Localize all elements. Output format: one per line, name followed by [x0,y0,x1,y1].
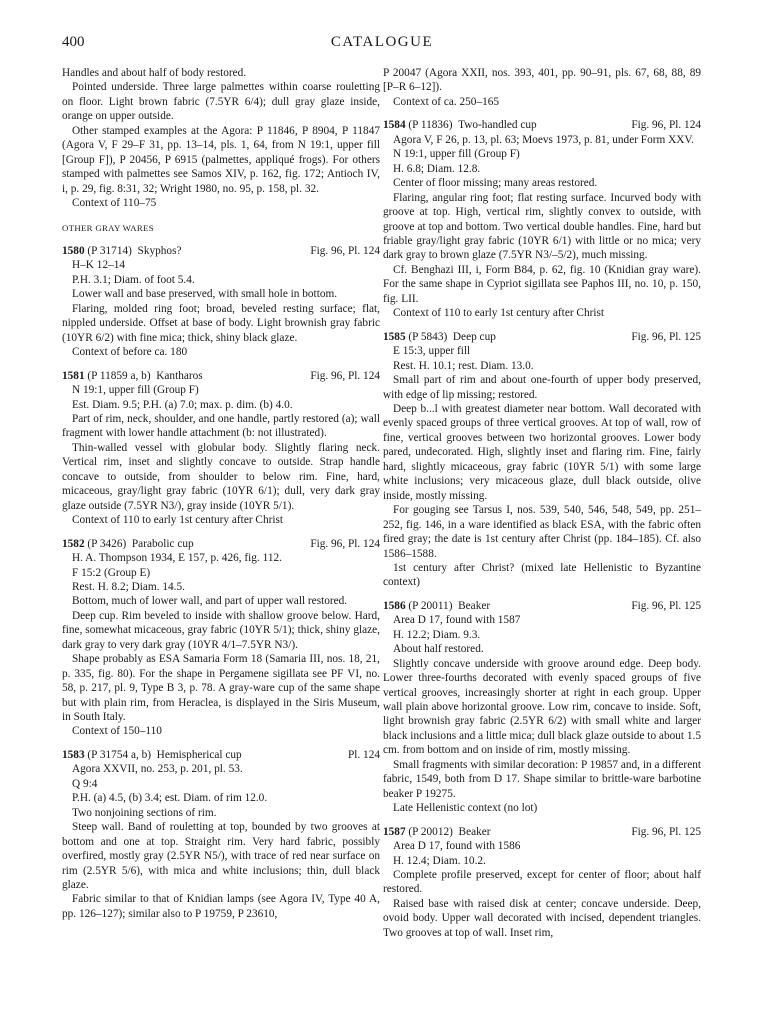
entry-title [383,599,490,613]
figure-plate-reference: Fig. 96, Pl. 125 [631,330,701,343]
entry-number: 1583 [62,748,85,761]
catalogue-paragraph: Other stamped examples at the Agora: P 11846, P 8904, P 11847 (Agora V, F 29–F 31, pp. 13–14, pls. 1, 64, from N 19:1, upper fill [Group F]), P 20456, P 6915 (palmettes, appliqué frogs). For others stamped with palmettes see Samos XIV, p. 162, fig. 172; Antioch IV, i, p. 29, fig. 8:31, 32; Wright 1980, no. 95, p. 158, pl. 32. [62,124,380,195]
vessel-name: Hemispherical cup [156,748,242,761]
catalogue-paragraph: Context of 150–110 [72,725,162,738]
figure-plate-reference: Fig. 96, Pl. 124 [310,537,380,550]
entry-title [62,748,242,762]
catalogue-paragraph: Small fragments with similar decoration: P 19857 and, in a different fabric, 1549, both from D 17. Shape similar to brittle-ware barbotine beaker P 19275. [383,758,701,800]
catalogue-paragraph: H. A. Thompson 1934, E 157, p. 426, fig. 112. [72,552,282,565]
catalogue-entry-heading [383,599,701,613]
entry-number: 1587 [383,825,406,838]
entry-title [62,369,203,383]
inventory-number: (P 3426) [87,537,127,550]
inventory-number: (P 31714) [87,244,132,257]
inventory-number: (P 31754 a, b) [87,748,152,761]
catalogue-entry-heading [62,369,380,383]
catalogue-paragraph: Bottom, much of lower wall, and part of upper wall restored. [72,595,348,608]
inventory-number: (P 5843) [408,330,448,343]
entry-title [62,537,194,551]
catalogue-paragraph: N 19:1, upper fill (Group F) [72,384,199,397]
entry-number: 1582 [62,537,85,550]
catalogue-paragraph: Cf. Benghazi III, i, Form B84, p. 62, fig. 10 (Knidian gray ware). For the same shape in Cypriot sigillata see Paphos III, no. 10, p. 150, fig. LII. [383,263,701,305]
catalogue-paragraph: Lower wall and base preserved, with small hole in bottom. [72,288,338,301]
catalogue-paragraph: Shape probably as ESA Samaria Form 18 (Samaria III, nos. 18, 21, p. 335, fig. 80). For the shape in Pergamene sigillata see PF VI, no. 58, p. 217, pl. 9, Type B 3, p. 78. A gray-ware cup of the same shape but with plain rim, from Heraclea, is displayed in the Siris Museum, in South Italy. [62,653,380,724]
page-number: 400 [62,34,85,50]
catalogue-paragraph: P.H. 3.1; Diam. of foot 5.4. [72,273,195,286]
catalogue-paragraph: Two nonjoining sections of rim. [72,806,217,819]
catalogue-paragraph: Center of floor missing; many areas restored. [393,177,598,190]
entry-title [383,330,496,344]
catalogue-paragraph: Est. Diam. 9.5; P.H. (a) 7.0; max. p. dim. (b) 4.0. [72,398,293,411]
entry-title [62,244,181,258]
catalogue-entry-heading [383,825,701,839]
catalogue-entry-heading [62,537,380,551]
catalogue-paragraph: For gouging see Tarsus I, nos. 539, 540, 546, 548, 549, pp. 251–252, fig. 146, in a ware identified as black ESA, with the fabric often fired gray; the date is 1st century after Christ (pp. 184–185). Cf. also 1586–1588. [383,504,701,560]
figure-plate-reference: Fig. 96, Pl. 125 [631,825,701,838]
entry-title [383,118,537,132]
entry-number: 1584 [383,119,406,132]
inventory-number: (P 11859 a, b) [87,369,151,382]
catalogue-paragraph: H–K 12–14 [72,259,126,272]
catalogue-paragraph: Steep wall. Band of rouletting at top, bounded by two grooves at bottom and one at top. Straight rim. Very hard fabric, possibly overfired, mostly gray (2.5YR N5/), with trace of red near surface on rim (2.5YR 5/6), with mica and white inclusions; thin, dull black glaze. [62,821,380,892]
catalogue-paragraph: E 15:3, upper fill [393,345,471,358]
catalogue-paragraph: Deep b...l with greatest diameter near bottom. Wall decorated with evenly spaced groups of three vertical grooves. At top of wall, row of fine, vertical grooves between two horizontal grooves. Lower body pared, undecorated. High, slightly inset and flaring rim. Fine, fairly hard, slightly micaceous, gray fabric (10YR 5/1) with some large white inclusions; very micaceous glaze, dull black outside, olive inside, mostly missing. [383,402,701,502]
catalogue-paragraph: Late Hellenistic context (no lot) [393,802,538,815]
catalogue-paragraph: Slightly concave underside with groove around edge. Deep body. Lower three-fourths decorated with evenly spaced groups of five vertical grooves, increasingly shorter at right in each group. Upper wall plain above horizontal groove. Low rim, concave to inside. Soft, light brownish gray fabric (2.5YR 6/2) with small white and larger black inclusions and a little mica; dull black glaze outside to about 1.5 cm. from bottom and on inside of rim, mostly missing. [383,657,701,757]
running-header [62,34,702,56]
catalogue-paragraph: P.H. (a) 4.5, (b) 3.4; est. Diam. of rim 12.0. [72,792,268,805]
catalogue-paragraph: N 19:1, upper fill (Group F) [393,148,520,161]
catalogue-paragraph: Rest. H. 8.2; Diam. 14.5. [72,580,185,593]
figure-plate-reference: Fig. 96, Pl. 124 [310,369,380,382]
catalogue-paragraph: Agora V, F 26, p. 13, pl. 63; Moevs 1973, p. 81, under Form XXV. [393,133,694,146]
inventory-number: (P 11836) [408,119,453,132]
vessel-name: Parabolic cup [131,537,194,550]
section-heading: OTHER GRAY WARES [62,222,154,233]
catalogue-entry-heading [383,330,701,344]
catalogue-paragraph: Handles and about half of body restored. [62,67,247,79]
catalogue-paragraph: P 20047 (Agora XXII, nos. 393, 401, pp. 90–91, pls. 67, 68, 88, 89 [P–R 6–12]). [383,67,701,94]
figure-plate-reference: Pl. 124 [347,748,380,761]
catalogue-paragraph: Raised base with raised disk at center; concave underside. Deep, ovoid body. Upper wall decorated with incised, dependent triangles. Two grooves at top of wall. Inset rim, [383,897,701,939]
entry-number: 1581 [62,369,85,382]
catalogue-entry-heading [62,244,380,258]
catalogue-paragraph: Fabric similar to that of Knidian lamps (see Agora IV, Type 40 A, pp. 126–127); similar also to P 19759, P 23610, [62,893,380,920]
catalogue-paragraph: Area D 17, found with 1587 [393,614,521,627]
catalogue-paragraph: Agora XXVII, no. 253, p. 201, pl. 53. [72,763,243,776]
catalogue-paragraph: H. 12.2; Diam. 9.3. [393,628,481,641]
catalogue-paragraph: F 15:2 (Group E) [72,566,151,579]
left-column [62,66,380,921]
vessel-name: Two-handled cup [458,119,537,132]
right-column [383,66,701,940]
catalogue-paragraph: H. 12.4; Diam. 10.2. [393,854,486,867]
inventory-number: (P 20011) [408,599,453,612]
running-title: CATALOGUE [330,34,434,50]
entry-title [383,825,491,839]
catalogue-paragraph: Flaring, molded ring foot; broad, beveled resting surface; flat, nippled underside. Offset at base of body. Light brownish gray fabric (10YR 6/2) with fine mica; thick, shiny black glaze. [62,302,380,344]
entry-number: 1580 [62,244,85,257]
figure-plate-reference: Fig. 96, Pl. 124 [631,119,701,132]
catalogue-entry-heading [383,118,701,132]
vessel-name: Beaker [458,825,491,838]
vessel-name: Skyphos? [137,244,182,257]
catalogue-paragraph: Context of 110–75 [72,197,157,210]
catalogue-paragraph: Flaring, angular ring foot; flat resting surface. Incurved body with groove at top. High, vertical rim, slightly convex to outside, with groove at top and bottom. Two vertical double handles. Fine, hard but friable gray/light gray fabric (10YR 6/1) with little or no mica; very dark gray to brown glaze (7.5YR N3/–5/2), much missing. [383,191,701,262]
catalogue-paragraph: Pointed underside. Three large palmettes within coarse rouletting on floor. Light brown fabric (7.5YR 6/4); dull gray glaze inside, orange on upper outside. [62,81,380,123]
vessel-name: Deep cup [452,330,496,343]
catalogue-paragraph: Part of rim, neck, shoulder, and one handle, partly restored (a); wall fragment with lower handle attachment (b: not illustrated). [62,412,380,440]
vessel-name: Kantharos [156,369,203,382]
catalogue-paragraph: Complete profile preserved, except for center of floor; about half restored. [383,869,701,896]
inventory-number: (P 20012) [408,825,453,838]
catalogue-paragraph: Q 9:4 [72,777,98,790]
catalogue-paragraph: H. 6.8; Diam. 12.8. [393,162,481,175]
catalogue-paragraph: Deep cup. Rim beveled to inside with shallow groove below. Hard, fine, somewhat micaceous, gray fabric (10YR 5/1); thick, shiny glaze, dark gray to very dark gray (10YR 4/1–7.5YR N3/). [62,609,380,651]
catalogue-paragraph: Context of before ca. 180 [72,346,188,359]
catalogue-paragraph: Thin-walled vessel with globular body. Slightly flaring neck. Vertical rim, inset and slightly concave to outside. Strap handle concave to outside, from shoulder to below rim. Fine, hard, micaceous, gray/light gray fabric (10YR 6/1); dull, very dark gray glaze outside (7.5YR N3/), gray inside (10YR 5/1). [62,441,380,512]
catalogue-paragraph: 1st century after Christ? (mixed late Hellenistic to Byzantine context) [383,561,701,589]
entry-number: 1585 [383,330,406,343]
entry-number: 1586 [383,599,406,612]
vessel-name: Beaker [458,599,491,612]
catalogue-paragraph: Rest. H. 10.1; rest. Diam. 13.0. [393,359,534,372]
catalogue-paragraph: Context of ca. 250–165 [393,95,500,108]
figure-plate-reference: Fig. 96, Pl. 125 [631,599,701,612]
catalogue-paragraph: Context of 110 to early 1st century after Christ [72,514,284,527]
catalogue-paragraph: About half restored. [393,643,484,656]
catalogue-entry-heading [62,748,380,762]
figure-plate-reference: Fig. 96, Pl. 124 [310,244,380,257]
catalogue-paragraph: Context of 110 to early 1st century after Christ [393,307,605,320]
catalogue-paragraph: Area D 17, found with 1586 [393,840,521,853]
catalogue-paragraph: Small part of rim and about one-fourth of upper body preserved, with edge of lip missing; restored. [383,374,701,401]
